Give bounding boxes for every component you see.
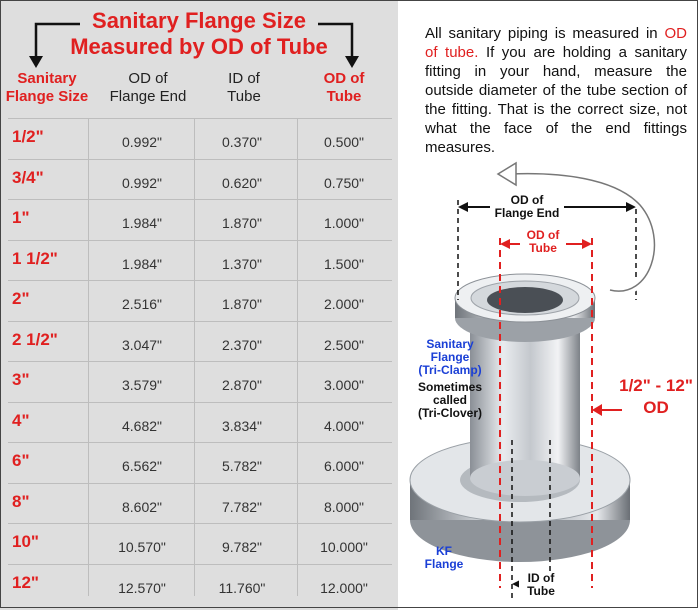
cell-id-tube: 1.870"	[221, 215, 262, 231]
cell-id-tube: 1.370"	[221, 255, 262, 272]
cell-id-tube: 3.834"	[221, 417, 262, 434]
label-od-tube: OD of Tube	[520, 229, 566, 255]
cell-od-flange-end: 4.682"	[121, 417, 162, 434]
cell-od-tube: 0.750"	[323, 174, 364, 191]
cell-id-tube: 1.870"	[221, 296, 262, 312]
header-sanitary-flange-size: Sanitary Flange Size	[5, 70, 89, 105]
cell-od-flange-end: 12.570"	[118, 579, 166, 596]
header-id-tube: ID of Tube	[227, 70, 261, 105]
cell-od-flange-end: 1.984"	[121, 255, 162, 272]
cell-od-flange-end: 3.047"	[121, 336, 162, 353]
cell-od-flange-end: 6.562"	[121, 458, 162, 474]
table-title-line1: Sanitary Flange Size	[92, 8, 306, 33]
cell-od-tube: 6.000"	[323, 458, 364, 474]
cell-flange-size: 10"	[12, 532, 39, 551]
cell-flange-size: 3/4"	[12, 167, 44, 187]
label-size-range: 1/2" - 12"	[619, 376, 693, 395]
cell-flange-size: 8"	[12, 491, 30, 511]
cell-flange-size: 6"	[12, 451, 30, 470]
cell-flange-size: 1 1/2"	[12, 248, 58, 268]
cell-od-flange-end: 10.570"	[118, 539, 166, 555]
header-od-flange-end: OD of Flange End	[109, 70, 187, 105]
cell-od-tube: 1.000"	[323, 215, 364, 231]
cell-od-flange-end: 8.602"	[121, 498, 162, 515]
cell-od-tube: 8.000"	[323, 498, 364, 515]
cell-od-flange-end: 0.992"	[121, 174, 162, 191]
cell-flange-size: 12"	[12, 572, 39, 592]
cell-flange-size: 1/2"	[12, 127, 44, 146]
label-od-flange-end: OD of Flange End	[490, 194, 564, 220]
cell-flange-size: 4"	[12, 410, 30, 430]
highlight-od-of-tube: OD of tube.	[425, 25, 687, 61]
cell-od-tube: 2.000"	[323, 296, 364, 312]
cell-flange-size: 3"	[12, 370, 30, 389]
cell-od-tube: 1.500"	[323, 255, 364, 272]
label-sanitary-flange: Sanitary Flange (Tri-Clamp)	[418, 337, 482, 377]
cell-od-tube: 12.000"	[320, 579, 368, 596]
cell-od-tube: 2.500"	[323, 336, 364, 353]
cell-od-tube: 0.500"	[323, 134, 364, 150]
cell-id-tube: 0.370"	[221, 134, 262, 150]
cell-id-tube: 2.370"	[221, 336, 262, 353]
cell-id-tube: 9.782"	[221, 539, 262, 555]
label-od: OD	[643, 398, 669, 417]
label-sometimes-called: Sometimes called (Tri-Clover)	[417, 380, 483, 420]
label-id-tube: ID of Tube	[519, 572, 563, 598]
header-od-tube: OD of Tube	[323, 70, 365, 105]
cell-id-tube: 2.870"	[221, 377, 262, 393]
cell-od-tube: 3.000"	[323, 377, 364, 393]
cell-flange-size: 2"	[12, 289, 30, 308]
cell-id-tube: 7.782"	[221, 498, 262, 515]
cell-id-tube: 0.620"	[221, 174, 262, 191]
cell-od-flange-end: 3.579"	[121, 377, 162, 393]
cell-od-flange-end: 1.984"	[121, 215, 162, 231]
cell-id-tube: 11.760"	[218, 579, 266, 596]
description-text: All sanitary piping is measured in OD of tube. If you are holding a sanitary fitting in your hand, measure the outside diameter of the tube section of the fitting. That is the correct size, not what the face of the end fittings measures.	[425, 25, 688, 156]
cell-od-tube: 4.000"	[323, 417, 364, 434]
cell-od-flange-end: 0.992"	[121, 134, 162, 150]
cell-od-flange-end: 2.516"	[121, 296, 162, 312]
table-title-line2: Measured by OD of Tube	[70, 34, 328, 59]
cell-flange-size: 1"	[12, 208, 30, 227]
cell-flange-size: 2 1/2"	[12, 329, 58, 349]
cell-od-tube: 10.000"	[320, 539, 368, 555]
label-kf-flange: KF Flange	[424, 544, 464, 571]
cell-id-tube: 5.782"	[221, 458, 262, 474]
